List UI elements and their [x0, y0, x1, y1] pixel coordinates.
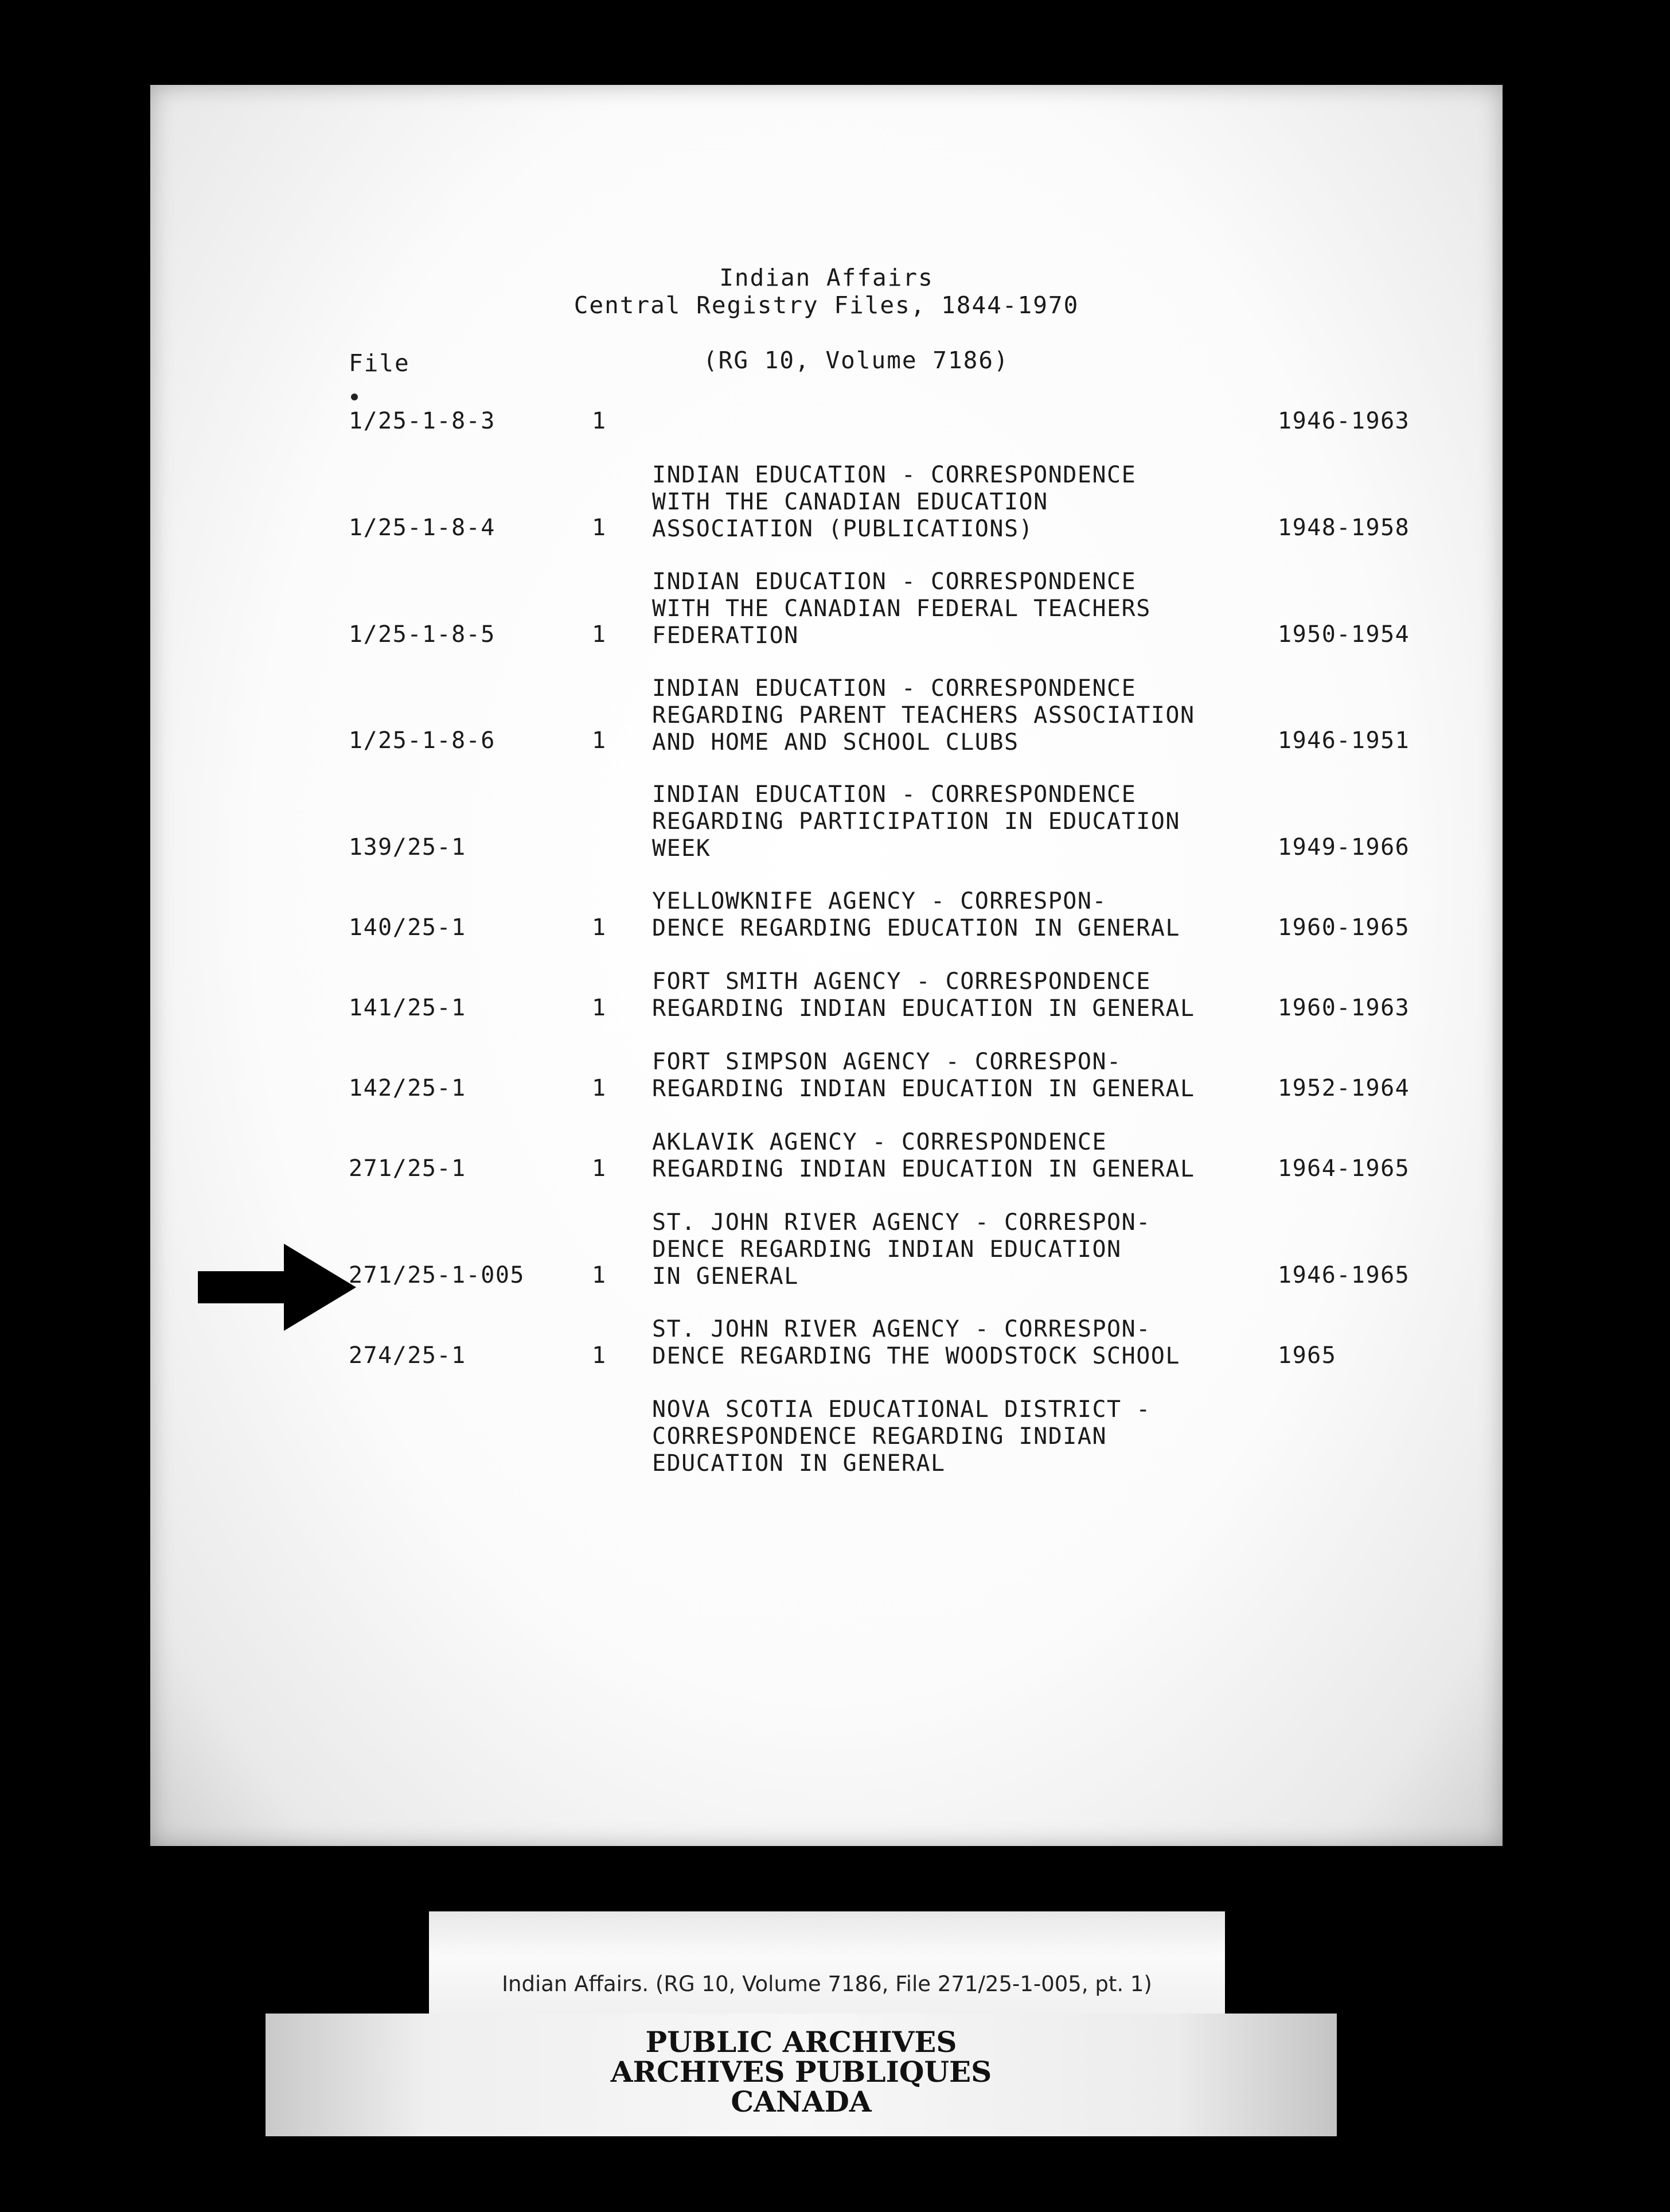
part-number: 1 [592, 914, 607, 941]
date-range: 1960-1963 [1278, 995, 1410, 1021]
file-number: 1/25-1-8-3 [349, 408, 495, 434]
bullet-mark [351, 394, 358, 400]
part-number: 1 [592, 727, 607, 754]
file-number: 140/25-1 [349, 914, 466, 941]
file-number: 141/25-1 [349, 995, 466, 1021]
description: INDIAN EDUCATION - CORRESPONDENCE REGARDING PARTICIPATION IN EDUCATION WEEK [652, 781, 1180, 862]
header-series: Central Registry Files, 1844-1970 [573, 291, 1079, 319]
date-range: 1946-1963 [1278, 408, 1410, 434]
date-range: 1960-1965 [1278, 914, 1410, 941]
description: INDIAN EDUCATION - CORRESPONDENCE REGARDING PARENT TEACHERS ASSOCIATION AND HOME AND SCHOOL CLUBS [652, 675, 1195, 755]
part-number: 1 [592, 1155, 607, 1182]
file-number: 271/25-1 [349, 1155, 466, 1182]
description: YELLOWKNIFE AGENCY - CORRESPON- DENCE REGARDING EDUCATION IN GENERAL [652, 888, 1180, 941]
file-number: 1/25-1-8-4 [349, 515, 495, 541]
part-number: 1 [592, 408, 607, 434]
date-range: 1965 [1278, 1342, 1337, 1369]
file-number: 142/25-1 [349, 1075, 466, 1101]
file-number: 271/25-1-005 [349, 1262, 525, 1288]
file-column-label: File [349, 349, 410, 377]
header-agency: Indian Affairs [719, 264, 934, 291]
archive-reference-label [429, 1911, 1225, 2023]
date-range: 1946-1951 [1278, 727, 1410, 754]
part-number: 1 [592, 1075, 607, 1101]
description: FORT SMITH AGENCY - CORRESPONDENCE REGARDING INDIAN EDUCATION IN GENERAL [652, 968, 1195, 1022]
date-range: 1948-1958 [1278, 515, 1410, 541]
date-range: 1949-1966 [1278, 834, 1410, 860]
part-number: 1 [592, 515, 607, 541]
description: INDIAN EDUCATION - CORRESPONDENCE WITH THE CANADIAN EDUCATION ASSOCIATION (PUBLICATIONS) [652, 462, 1137, 542]
stamp-line-1: PUBLIC ARCHIVES [645, 2025, 957, 2059]
part-number: 1 [592, 621, 607, 648]
stamp-line-2: ARCHIVES PUBLIQUES [610, 2055, 992, 2089]
pointer-arrow-icon [198, 1244, 356, 1331]
file-number: 139/25-1 [349, 834, 466, 860]
date-range: 1964-1965 [1278, 1155, 1410, 1182]
part-number: 1 [592, 995, 607, 1021]
part-number: 1 [592, 1342, 607, 1369]
archives-stamp [266, 2014, 1337, 2136]
stamp-line-3: CANADA [731, 2085, 872, 2118]
description: AKLAVIK AGENCY - CORRESPONDENCE REGARDING INDIAN EDUCATION IN GENERAL [652, 1129, 1195, 1182]
date-range: 1952-1964 [1278, 1075, 1410, 1101]
file-number: 1/25-1-8-6 [349, 727, 495, 754]
description: FORT SIMPSON AGENCY - CORRESPON- REGARDING INDIAN EDUCATION IN GENERAL [652, 1049, 1195, 1102]
archive-reference-text: Indian Affairs. (RG 10, Volume 7186, File 271/25-1-005, pt. 1) [502, 1972, 1152, 1996]
volume-label: (RG 10, Volume 7186) [703, 346, 1009, 374]
date-range: 1946-1965 [1278, 1262, 1410, 1288]
file-number: 274/25-1 [349, 1342, 466, 1369]
date-range: 1950-1954 [1278, 621, 1410, 648]
file-number: 1/25-1-8-5 [349, 621, 495, 648]
document-page [150, 85, 1503, 1846]
description: ST. JOHN RIVER AGENCY - CORRESPON- DENCE REGARDING THE WOODSTOCK SCHOOL [652, 1316, 1180, 1369]
description: NOVA SCOTIA EDUCATIONAL DISTRICT - CORRESPONDENCE REGARDING INDIAN EDUCATION IN GENERAL [652, 1396, 1151, 1477]
description: INDIAN EDUCATION - CORRESPONDENCE WITH THE CANADIAN FEDERAL TEACHERS FEDERATION [652, 568, 1151, 649]
part-number: 1 [592, 1262, 607, 1288]
description: ST. JOHN RIVER AGENCY - CORRESPON- DENCE REGARDING INDIAN EDUCATION IN GENERAL [652, 1209, 1151, 1290]
